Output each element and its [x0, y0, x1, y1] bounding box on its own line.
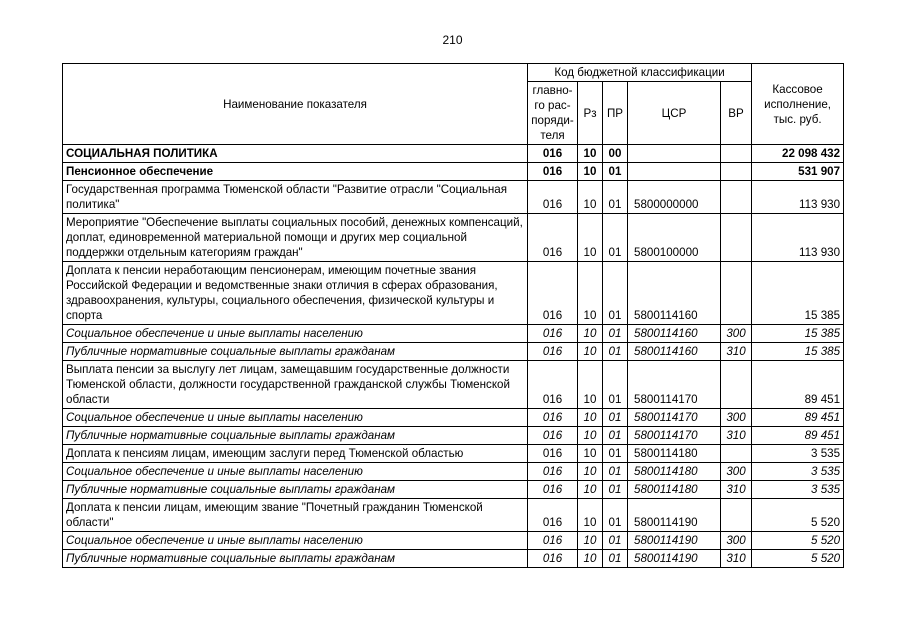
table-row [63, 181, 844, 214]
cell-admin: 016 [528, 532, 578, 550]
cell-vr: 300 [721, 532, 752, 550]
cell-name: Государственная программа Тюменской области "Развитие отрасли "Социальная политика" [63, 181, 528, 214]
cell-name: Социальное обеспечение и иные выплаты населению [63, 325, 528, 343]
cell-csr: 5800114180 [628, 481, 721, 499]
cell-vr [721, 163, 752, 181]
cell-name: Доплата к пенсиям лицам, имеющим заслуги перед Тюменской областью [63, 445, 528, 463]
header-code-group: Код бюджетной классификации [528, 64, 752, 82]
table-row [63, 325, 844, 343]
cell-pr: 00 [603, 145, 628, 163]
table-row [63, 361, 844, 409]
table-row [63, 550, 844, 568]
cell-name: Социальное обеспечение и иные выплаты населению [63, 463, 528, 481]
cell-csr: 5800100000 [628, 214, 721, 262]
cell-vr [721, 214, 752, 262]
cell-vr [721, 445, 752, 463]
cell-name: Публичные нормативные социальные выплаты гражданам [63, 343, 528, 361]
cell-csr [628, 163, 721, 181]
cell-rz: 10 [578, 325, 603, 343]
table-row [63, 145, 844, 163]
cell-admin: 016 [528, 463, 578, 481]
cell-csr: 5800114170 [628, 361, 721, 409]
cell-csr: 5800114190 [628, 532, 721, 550]
cell-admin: 016 [528, 499, 578, 532]
cell-vr: 310 [721, 481, 752, 499]
cell-rz: 10 [578, 550, 603, 568]
cell-pr: 01 [603, 427, 628, 445]
header-name: Наименование показателя [63, 64, 528, 145]
header-rz: Рз [578, 82, 603, 145]
cell-name: Социальное обеспечение и иные выплаты населению [63, 409, 528, 427]
cell-pr: 01 [603, 214, 628, 262]
cell-amount: 89 451 [752, 361, 844, 409]
cell-rz: 10 [578, 481, 603, 499]
cell-rz: 10 [578, 343, 603, 361]
cell-rz: 10 [578, 532, 603, 550]
cell-pr: 01 [603, 262, 628, 325]
cell-rz: 10 [578, 463, 603, 481]
table-row [63, 163, 844, 181]
cell-csr: 5800114180 [628, 463, 721, 481]
cell-rz: 10 [578, 499, 603, 532]
cell-csr: 5800114170 [628, 409, 721, 427]
cell-vr: 310 [721, 427, 752, 445]
cell-amount: 15 385 [752, 325, 844, 343]
cell-csr: 5800114180 [628, 445, 721, 463]
cell-name: СОЦИАЛЬНАЯ ПОЛИТИКА [63, 145, 528, 163]
cell-amount: 15 385 [752, 343, 844, 361]
cell-admin: 016 [528, 163, 578, 181]
cell-pr: 01 [603, 445, 628, 463]
table-body [63, 145, 844, 568]
cell-amount: 5 520 [752, 532, 844, 550]
cell-csr: 5800114190 [628, 550, 721, 568]
cell-admin: 016 [528, 427, 578, 445]
cell-name: Доплата к пенсии лицам, имеющим звание "Почетный гражданин Тюменской области" [63, 499, 528, 532]
cell-amount: 113 930 [752, 214, 844, 262]
cell-pr: 01 [603, 532, 628, 550]
cell-amount: 5 520 [752, 499, 844, 532]
cell-amount: 5 520 [752, 550, 844, 568]
header-admin: главно-го рас-поряди-теля [528, 82, 578, 145]
cell-csr: 5800114190 [628, 499, 721, 532]
cell-amount: 89 451 [752, 427, 844, 445]
cell-rz: 10 [578, 445, 603, 463]
header-pr: ПР [603, 82, 628, 145]
cell-amount: 3 535 [752, 463, 844, 481]
table-row [63, 214, 844, 262]
table-row [63, 343, 844, 361]
cell-vr [721, 361, 752, 409]
cell-pr: 01 [603, 361, 628, 409]
cell-vr: 310 [721, 550, 752, 568]
cell-amount: 3 535 [752, 445, 844, 463]
cell-admin: 016 [528, 343, 578, 361]
cell-pr: 01 [603, 409, 628, 427]
cell-pr: 01 [603, 550, 628, 568]
cell-vr [721, 262, 752, 325]
cell-amount: 15 385 [752, 262, 844, 325]
cell-pr: 01 [603, 181, 628, 214]
cell-admin: 016 [528, 325, 578, 343]
cell-name: Пенсионное обеспечение [63, 163, 528, 181]
cell-amount: 89 451 [752, 409, 844, 427]
cell-rz: 10 [578, 145, 603, 163]
cell-csr: 5800000000 [628, 181, 721, 214]
cell-rz: 10 [578, 361, 603, 409]
cell-pr: 01 [603, 163, 628, 181]
cell-admin: 016 [528, 481, 578, 499]
cell-admin: 016 [528, 445, 578, 463]
cell-csr: 5800114170 [628, 427, 721, 445]
cell-admin: 016 [528, 550, 578, 568]
cell-rz: 10 [578, 427, 603, 445]
cell-admin: 016 [528, 214, 578, 262]
header-csr: ЦСР [628, 82, 721, 145]
cell-rz: 10 [578, 262, 603, 325]
header-amount: Кассовое исполнение, тыс. руб. [752, 64, 844, 145]
cell-vr: 300 [721, 325, 752, 343]
budget-table [62, 63, 844, 568]
cell-pr: 01 [603, 481, 628, 499]
cell-rz: 10 [578, 214, 603, 262]
cell-name: Публичные нормативные социальные выплаты гражданам [63, 481, 528, 499]
table-row [63, 463, 844, 481]
cell-admin: 016 [528, 361, 578, 409]
cell-csr: 5800114160 [628, 262, 721, 325]
table-row [63, 532, 844, 550]
cell-vr: 300 [721, 463, 752, 481]
cell-csr: 5800114160 [628, 325, 721, 343]
cell-pr: 01 [603, 325, 628, 343]
cell-amount: 531 907 [752, 163, 844, 181]
header-vr: ВР [721, 82, 752, 145]
cell-name: Доплата к пенсии неработающим пенсионерам, имеющим почетные звания Российской Федерации и ведомственные знаки отличия в сферах образования, здравоохранения, культуры, социального обеспечения, физической культуры и спорта [63, 262, 528, 325]
cell-admin: 016 [528, 262, 578, 325]
cell-vr [721, 145, 752, 163]
cell-rz: 10 [578, 409, 603, 427]
cell-name: Выплата пенсии за выслугу лет лицам, замещавшим государственные должности Тюменской области, должности государственной гражданской службы Тюменской области [63, 361, 528, 409]
cell-pr: 01 [603, 343, 628, 361]
cell-csr: 5800114160 [628, 343, 721, 361]
cell-amount: 3 535 [752, 481, 844, 499]
cell-admin: 016 [528, 181, 578, 214]
cell-pr: 01 [603, 499, 628, 532]
cell-amount: 113 930 [752, 181, 844, 214]
table-row [63, 262, 844, 325]
cell-vr [721, 499, 752, 532]
cell-vr [721, 181, 752, 214]
cell-rz: 10 [578, 181, 603, 214]
cell-name: Социальное обеспечение и иные выплаты населению [63, 532, 528, 550]
cell-name: Публичные нормативные социальные выплаты гражданам [63, 550, 528, 568]
table-row [63, 481, 844, 499]
table-row [63, 499, 844, 532]
cell-pr: 01 [603, 463, 628, 481]
cell-amount: 22 098 432 [752, 145, 844, 163]
cell-name: Мероприятие "Обеспечение выплаты социальных пособий, денежных компенсаций, доплат, единовременной материальной помощи и других мер социальной поддержки отдельным категориям граждан" [63, 214, 528, 262]
cell-name: Публичные нормативные социальные выплаты гражданам [63, 427, 528, 445]
cell-vr: 310 [721, 343, 752, 361]
table-row [63, 445, 844, 463]
cell-rz: 10 [578, 163, 603, 181]
cell-admin: 016 [528, 409, 578, 427]
cell-csr [628, 145, 721, 163]
cell-admin: 016 [528, 145, 578, 163]
cell-vr: 300 [721, 409, 752, 427]
page-number: 210 [442, 33, 463, 47]
table-row [63, 427, 844, 445]
table-row [63, 409, 844, 427]
